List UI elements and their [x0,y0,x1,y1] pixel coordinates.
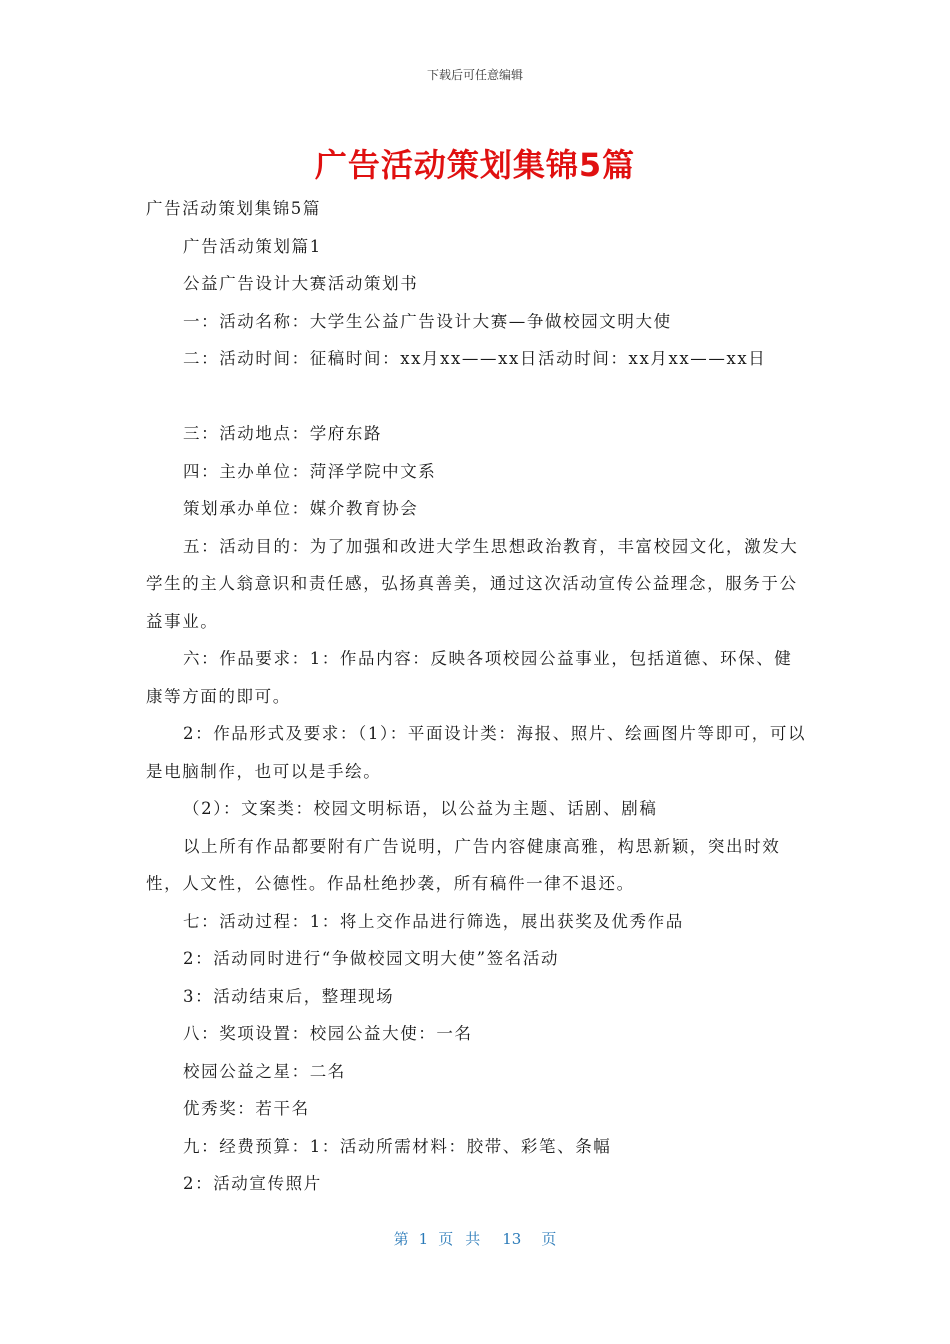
body-paragraph: 策划承办单位：媒介教育协会 [183,499,419,518]
body-paragraph: 广告活动策划篇1 [183,236,322,256]
body-paragraph: 一：活动名称：大学生公益广告设计大赛—争做校园文明大使 [183,311,672,331]
body-paragraph: 2：活动宣传照片 [183,1174,322,1193]
body-paragraph: 三：活动地点：学府东路 [183,424,383,443]
body-paragraph: 3：活动结束后，整理现场 [183,986,395,1006]
body-paragraph: 校园公益之星：二名 [183,1061,346,1081]
footer-total-pages: 13 [502,1230,522,1248]
body-paragraph: 四：主办单位：菏泽学院中文系 [183,461,437,481]
page-footer [0,1228,950,1249]
body-paragraph: 优秀奖：若干名 [183,1099,310,1118]
body-paragraph: 广告活动策划集锦5篇 [146,199,321,218]
document-body [146,190,810,1203]
body-paragraph: 二：活动时间：征稿时间：xx月xx——xx日活动时间：xx月xx——xx日 [183,349,767,368]
footer-page-label: 第 [393,1230,409,1248]
body-paragraph: 公益广告设计大赛活动策划书 [183,274,419,293]
body-paragraph: 五：活动目的：为了加强和改进大学生思想政治教育，丰富校园文化，激发大学生的主人翁意识和责任感，弘扬真善美，通过这次活动宣传公益理念，服务于公益事业。 [146,536,799,631]
body-paragraph: 六：作品要求：1：作品内容：反映各项校园公益事业，包括道德、环保、健康等方面的即可。 [146,649,793,706]
body-paragraph: （2）：文案类：校园文明标语，以公益为主题、话剧、剧稿 [183,799,658,818]
body-paragraph: 八：奖项设置：校园公益大使：一名 [183,1024,473,1043]
body-paragraph: 七：活动过程：1：将上交作品进行筛选，展出获奖及优秀作品 [183,911,684,931]
footer-end-label: 页 [541,1230,557,1248]
body-paragraph: 以上所有作品都要附有广告说明，广告内容健康高雅，构思新颖，突出时效性，人文性，公德性。作品杜绝抄袭，所有稿件一律不退还。 [146,836,781,893]
body-paragraph: 2：活动同时进行“争做校园文明大使”签名活动 [183,949,560,968]
footer-total-label: 页共 [438,1230,493,1248]
document-title: 广告活动策划集锦5篇 [314,146,636,184]
body-paragraph: 2：作品形式及要求：（1）：平面设计类：海报、照片、绘画图片等即可，可以是电脑制作，也可以是手绘。 [146,724,807,781]
footer-current-page: 1 [418,1230,429,1248]
header-note: 下载后可任意编辑 [426,68,523,82]
body-paragraph: 九：经费预算：1：活动所需材料：胶带、彩笔、条幅 [183,1136,612,1156]
